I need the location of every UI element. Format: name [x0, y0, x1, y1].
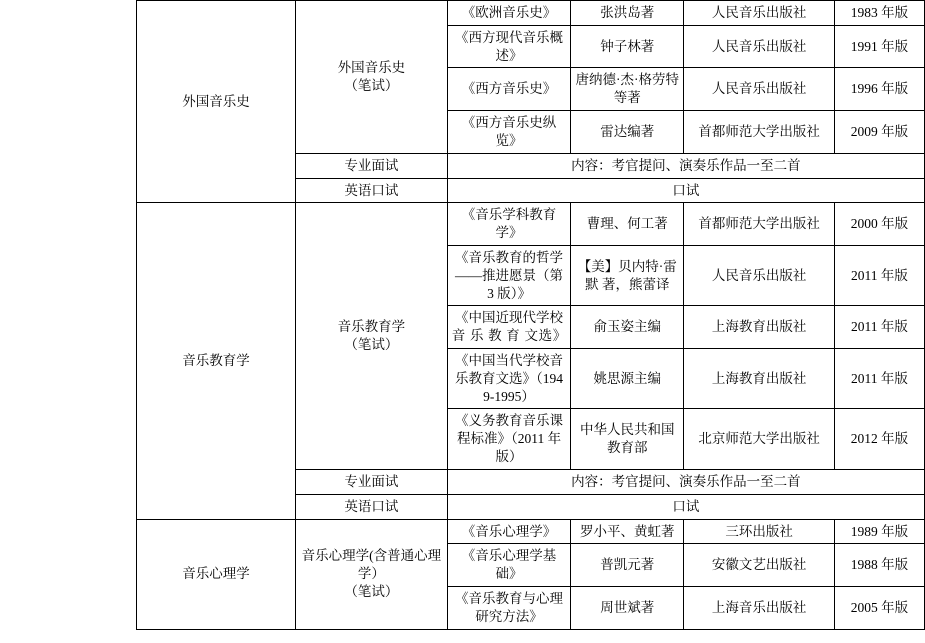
book-edition: 1991 年版	[834, 25, 924, 68]
table-body	[137, 1, 925, 630]
book-title: 《音乐学科教育学》	[447, 203, 570, 246]
book-publisher: 上海音乐出版社	[684, 586, 835, 629]
book-title: 《西方现代音乐概述》	[447, 25, 570, 68]
book-edition: 1996 年版	[834, 68, 924, 111]
book-title: 《音乐心理学基础》	[447, 544, 570, 587]
book-publisher: 人民音乐出版社	[684, 1, 835, 26]
book-publisher: 首都师范大学出版社	[684, 203, 835, 246]
exam-content: 口试	[447, 494, 924, 519]
book-edition: 2000 年版	[834, 203, 924, 246]
book-title: 《欧洲音乐史》	[447, 1, 570, 26]
book-author: 姚思源主编	[571, 349, 684, 409]
exam-content: 内容：考官提问、演奏乐作品一至二首	[447, 469, 924, 494]
book-author: 钟子林著	[571, 25, 684, 68]
book-publisher: 人民音乐出版社	[684, 25, 835, 68]
book-author: 张洪岛著	[571, 1, 684, 26]
book-publisher: 人民音乐出版社	[684, 245, 835, 305]
book-edition: 1988 年版	[834, 544, 924, 587]
book-edition: 2012 年版	[834, 409, 924, 469]
subject-cell: 外国音乐史	[137, 1, 296, 203]
book-author: 【美】贝内特·雷默 著，熊蕾译	[571, 245, 684, 305]
book-author: 中华人民共和国教育部	[571, 409, 684, 469]
book-edition: 2011 年版	[834, 349, 924, 409]
book-edition: 2009 年版	[834, 111, 924, 154]
book-edition: 1983 年版	[834, 1, 924, 26]
book-title: 《音乐教育的哲学——推进愿景（第 3 版）》	[447, 245, 570, 305]
exam-cell: 专业面试	[296, 469, 448, 494]
book-edition: 2005 年版	[834, 586, 924, 629]
book-edition: 2011 年版	[834, 245, 924, 305]
book-publisher: 三环出版社	[684, 519, 835, 544]
book-author: 雷达编著	[571, 111, 684, 154]
table-row	[137, 203, 925, 246]
table-row	[137, 1, 925, 26]
book-author: 普凯元著	[571, 544, 684, 587]
book-title: 《中国当代学校音乐教育文选》（1949-1995）	[447, 349, 570, 409]
exam-cell: 专业面试	[296, 153, 448, 178]
book-publisher: 人民音乐出版社	[684, 68, 835, 111]
book-title: 《中国近现代学校 音 乐 教 育 文选》	[447, 306, 570, 349]
book-publisher: 上海教育出版社	[684, 306, 835, 349]
subject-cell: 音乐教育学	[137, 203, 296, 519]
subject-cell: 音乐心理学	[137, 519, 296, 629]
book-title: 《西方音乐史纵览》	[447, 111, 570, 154]
book-title: 《音乐教育与心理研究方法》	[447, 586, 570, 629]
book-title: 《音乐心理学》	[447, 519, 570, 544]
exam-cell: 音乐教育学 （笔试）	[296, 203, 448, 470]
book-edition: 2011 年版	[834, 306, 924, 349]
exam-content: 内容：考官提问、演奏乐作品一至二首	[447, 153, 924, 178]
exam-cell: 英语口试	[296, 178, 448, 203]
book-edition: 1989 年版	[834, 519, 924, 544]
exam-cell: 英语口试	[296, 494, 448, 519]
book-publisher: 安徽文艺出版社	[684, 544, 835, 587]
book-publisher: 上海教育出版社	[684, 349, 835, 409]
book-author: 罗小平、黄虹著	[571, 519, 684, 544]
book-title: 《西方音乐史》	[447, 68, 570, 111]
book-author: 周世斌著	[571, 586, 684, 629]
book-author: 曹理、何工著	[571, 203, 684, 246]
book-publisher: 北京师范大学出版社	[684, 409, 835, 469]
book-title: 《义务教育音乐课程标准》（2011 年版）	[447, 409, 570, 469]
exam-content: 口试	[447, 178, 924, 203]
book-author: 唐纳德·杰·格劳特等著	[571, 68, 684, 111]
book-publisher: 首都师范大学出版社	[684, 111, 835, 154]
exam-cell: 音乐心理学(含普通心理学） （笔试）	[296, 519, 448, 629]
exam-cell: 外国音乐史 （笔试）	[296, 1, 448, 154]
book-author: 俞玉姿主编	[571, 306, 684, 349]
table-row	[137, 519, 925, 544]
reference-books-table	[136, 0, 925, 630]
